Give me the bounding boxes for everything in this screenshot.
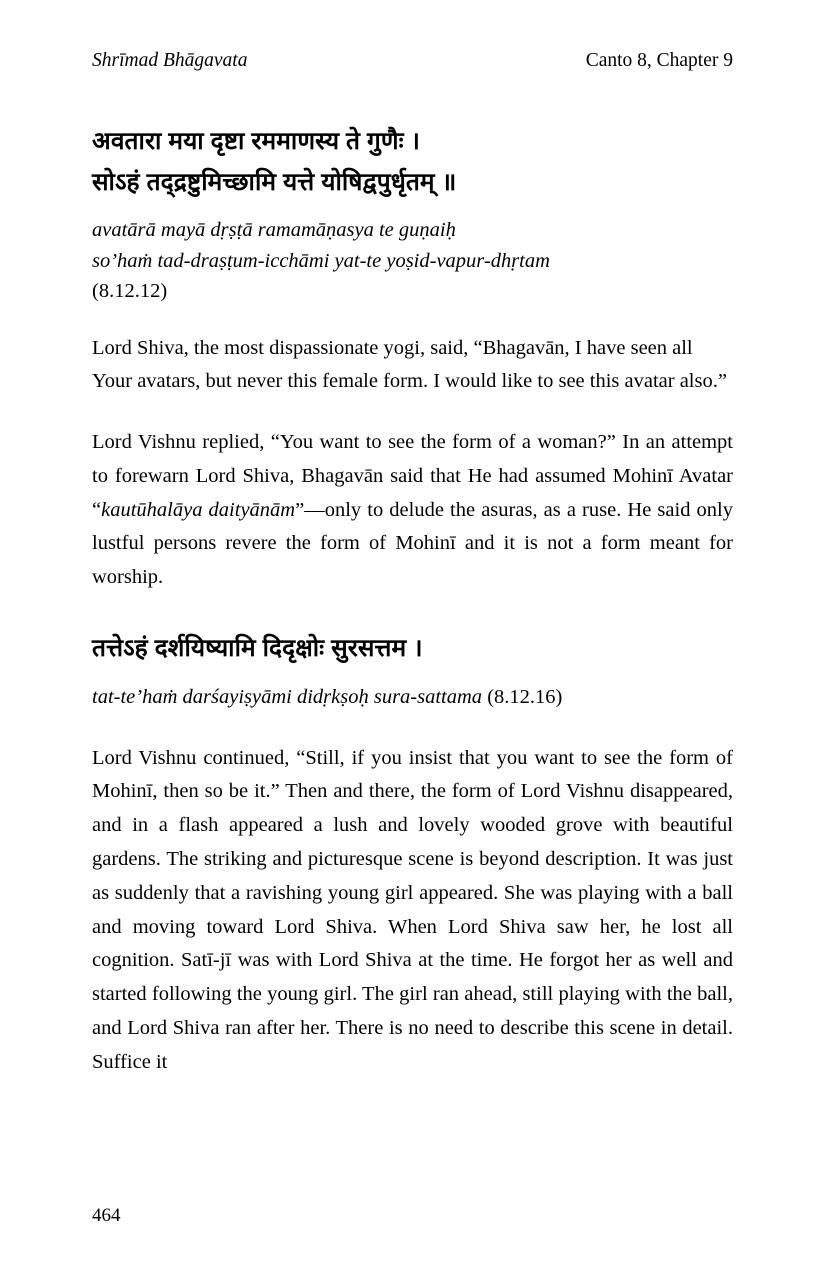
paragraph-2-sanskrit-phrase: kautūhalāya daityānām <box>101 498 296 521</box>
verse-1-transliteration <box>92 215 733 276</box>
spacer <box>92 307 733 332</box>
paragraph-lord-shiva-request: Lord Shiva, the most dispassionate yogi, said, “Bhagavān, I have seen all Your avatars, but never this female form. I would like to see this avatar also.” <box>92 336 727 393</box>
paragraph-2-text-part-1: Lord Vishnu replied, “You want to see the form of a woman?” In an attempt to forewarn Lord Shiva, Bhagavān said that He had assumed Mohinī Avatar “ <box>92 431 733 521</box>
paragraph-mohini-appearance: Lord Vishnu continued, “Still, if you insist that you want to see the form of Mohinī, then so be it.” Then and there, the form of Lord Vishnu disappeared, and in a flash appeared a lush and lovely wooded grove with beautiful gardens. The striking and picturesque scene is beyond description. It was just as suddenly that a ravishing young girl appeared. She was playing with a ball and moving toward Lord Shiva. When Lord Shiva saw her, he lost all cognition. Satī-jī was with Lord Shiva at the time. He forgot her as well and started following the young girl. The girl ran ahead, still playing with the ball, and Lord Shiva ran after her. There is no need to describe this scene in detail. Suffice it <box>92 746 733 1073</box>
page-content-column <box>92 0 733 1275</box>
body-text-flow <box>92 121 733 1080</box>
verse-1-reference: (8.12.12) <box>92 280 168 302</box>
running-head-chapter-reference: Canto 8, Chapter 9 <box>585 50 733 71</box>
verse-2-devanagari <box>92 628 733 669</box>
spacer <box>92 595 733 628</box>
verse-1-devanagari-line-2: सोऽहं तद्द्रष्टुमिच्छामि यत्ते योषिद्वपुर्धृतम् ॥ <box>92 169 457 196</box>
paragraph-2-text-part-2: ”—only to delude the asuras, as a ruse. He said only lustful persons revere the form of Mohinī and it is not a form meant for worship. <box>92 498 734 589</box>
verse-2-reference: (8.12.16) <box>487 686 563 709</box>
verse-1-iast-line-1: avatārā mayā dṛṣṭā ramamāṇasya te guṇaiḥ <box>92 219 456 241</box>
verse-1-devanagari <box>92 121 733 203</box>
verse-2-iast-line-1: tat-te’haṁ darśayiṣyāmi didṛkṣoḥ sura-sattama <box>92 686 483 709</box>
spacer <box>92 669 733 682</box>
verse-2-devanagari-line-1: तत्तेऽहं दर्शयिष्यामि दिदृक्षोः सुरसत्तम । <box>92 635 423 663</box>
spacer <box>92 203 733 215</box>
verse-1-devanagari-line-1: अवतारा मया दृष्टा रममाणस्य ते गुणैः । <box>92 128 420 155</box>
verse-2-transliteration <box>92 682 733 713</box>
paragraph-lord-vishnu-reply <box>92 426 733 595</box>
running-head-book-title: Shrīmad Bhāgavata <box>92 50 248 71</box>
running-head <box>92 50 733 72</box>
verse-1-iast-line-2: so’haṁ tad-draṣṭum-icchāmi yat-te yoṣid-vapur-dhṛtam <box>92 249 550 272</box>
spacer <box>92 713 733 742</box>
page-number: 464 <box>92 1205 121 1226</box>
spacer <box>92 399 733 426</box>
